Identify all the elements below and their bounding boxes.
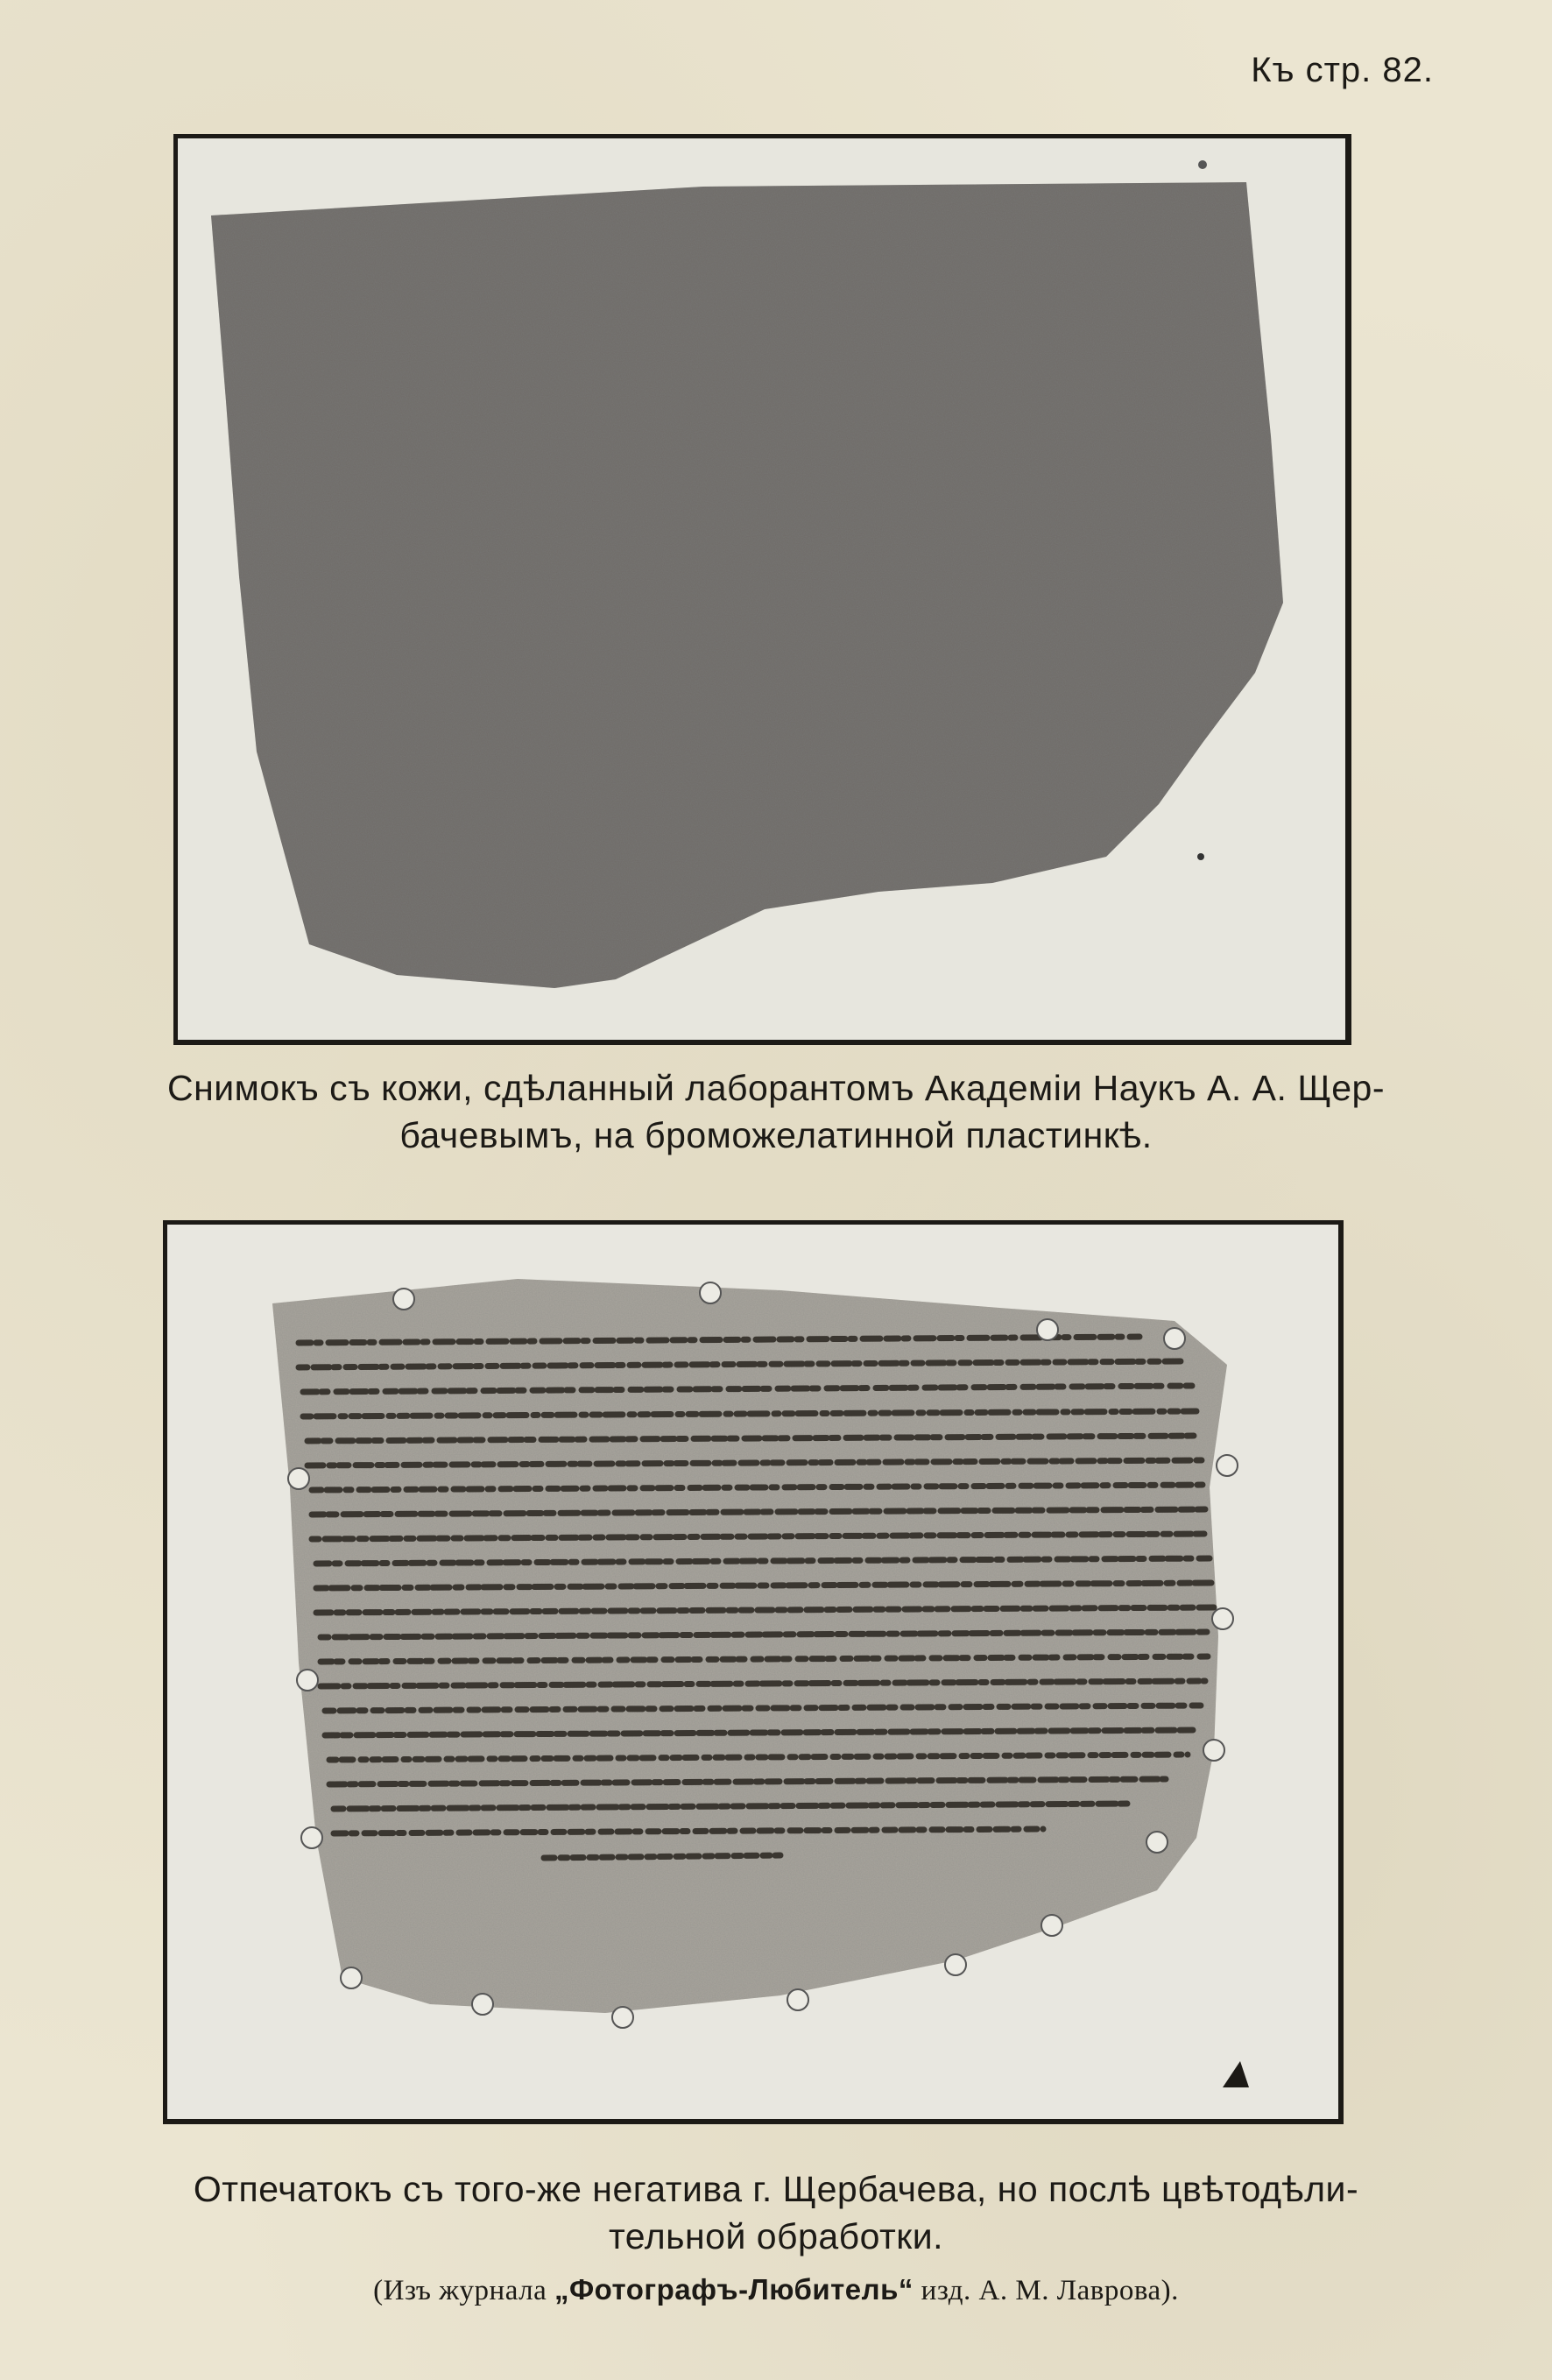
source-credit: [70, 2273, 1482, 2307]
bottom-plate-frame: [163, 1220, 1344, 2124]
bottom-plate-caption: [70, 2165, 1482, 2260]
leather-negative-image: [178, 138, 1345, 1040]
source-prefix: (Изъ журнала: [373, 2275, 554, 2306]
source-magazine: „Фотографъ-Любитель“: [554, 2273, 914, 2306]
manuscript-print-image: [167, 1225, 1338, 2119]
bottom-caption-line-2: тельной обработки.: [608, 2216, 944, 2256]
source-suffix: изд. А. М. Лаврова).: [913, 2275, 1179, 2306]
top-caption-line-2: бачевымъ, на броможелатинной пластинкѣ.: [399, 1115, 1153, 1155]
top-plate-caption: [70, 1064, 1482, 1159]
bottom-caption-line-1: Отпечатокъ съ того-же негатива г. Щербачева, но послѣ цвѣтодѣли-: [193, 2169, 1359, 2209]
page-reference: Къ стр. 82.: [1251, 51, 1434, 89]
top-caption-line-1: Снимокъ съ кожи, сдѣланный лаборантомъ Академіи Наукъ А. А. Щер-: [166, 1068, 1386, 1108]
top-plate-frame: [173, 134, 1351, 1045]
